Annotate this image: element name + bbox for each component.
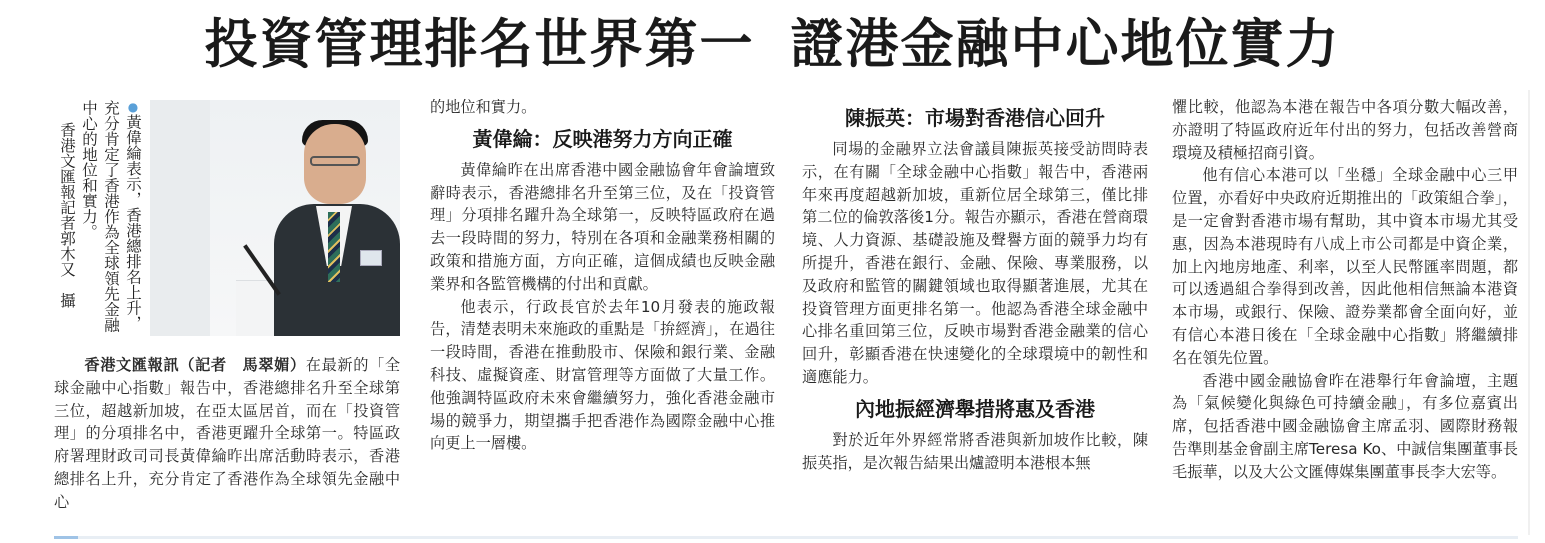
column-1 xyxy=(54,96,400,514)
col3-paragraph-2: 對於近年外界經常將香港與新加坡作比較，陳振英指，是次報告結果出爐證明本港根本無 xyxy=(802,430,1148,472)
col1-paragraph xyxy=(54,354,400,514)
bottom-rule xyxy=(54,536,1518,539)
col4-paragraph-2: 香港中國金融協會昨在港舉行年會論壇，主題為「氣候變化與綠色可持續金融」，有多位嘉賓出席，包括香港中國金融協會主席孟羽、國際財務報告準則基金會副主席Teresa Ko、中誠信集團董事長毛振華，以及大公文匯傳媒集團董事長李大宏等。 xyxy=(1172,371,1518,481)
col2-continuation: 的地位和實力。 xyxy=(430,98,537,116)
caption-credit: 香港文匯報記者郭木又 攝 xyxy=(58,122,76,308)
caption-text: 黃偉綸表示，香港總排名上升，充分肯定了香港作為全球領先金融中心的地位和實力。 xyxy=(80,100,142,333)
col4-paragraph-1: 他有信心本港可以「坐穩」全球金融中心三甲位置，亦看好中央政府近期推出的「政策組合拳」，是一定會對香港市場有幫助，其中資本市場尤其受惠，因為本港現時有八成上市公司都是中資企業，加上內地房地產、利率，以至人民幣匯率問題，都可以透過組合拳得到改善，因此他相信無論本港資本市場，或銀行、保險、證券業都會全面向好，並有信心本港日後在「全球金融中心指數」將繼續排名在領先位置。 xyxy=(1172,166,1518,367)
col2-paragraph-1: 黃偉綸昨在出席香港中國金融協會年會論壇致辭時表示，香港總排名升至第三位，及在「投資管理」分項排名躍升為全球第一，反映特區政府在過去一段時間的努力，特別在各項和金融業務相關的政策和措施方面，方向正確，這個成績也反映金融業界和各監管機構的付出和貢獻。 xyxy=(430,160,775,293)
headline-part1: 投資管理排名世界第一 xyxy=(204,14,755,75)
dateline: 香港文匯報訊（記者 馬翠媚） xyxy=(84,356,306,374)
speaker-photo xyxy=(150,100,400,336)
col1-text: 在最新的「全球金融中心指數」報告中，香港總排名升至全球第三位，超越新加坡，在亞太區居首，而在「投資管理」的分項排名中，香港更躍升全球第一。特區政府署理財政司司長黃偉綸昨出席活動時表示，香港總排名上升，充分肯定了香港作為全球領先金融中心 xyxy=(54,356,401,511)
headline xyxy=(0,4,1545,86)
col2-paragraph-2: 他表示，行政長官於去年10月發表的施政報告，清楚表明未來施政的重點是「拚經濟」，在過往一段時間，香港在推動股市、保險和銀行業、金融科技、虛擬資產、財富管理等方面做了大量工作。他強調特區政府未來會繼續努力，強化香港金融市場的競爭力，期望攜手把香港作為國際金融中心推向更上一層樓。 xyxy=(430,297,775,453)
column-2 xyxy=(430,96,775,455)
column-3 xyxy=(802,96,1148,474)
headline-part2: 證港金融中心地位實力 xyxy=(790,14,1341,75)
subheading-wong: 黃偉綸：反映港努力方向正確 xyxy=(472,126,733,151)
subheading-mainland: 內地振經濟舉措將惠及香港 xyxy=(855,396,1095,421)
photo-caption xyxy=(54,100,144,346)
right-divider xyxy=(1528,90,1530,535)
col3-paragraph-1: 同場的金融界立法會議員陳振英接受訪問時表示，在有關「全球金融中心指數」報告中，香港兩年來再度超越新加坡，重新位居全球第三，僅比排第二位的倫敦落後1分。報告亦顯示，香港在營商環境、人力資源、基礎設施及聲譽方面的競爭力均有所提升，香港在銀行、金融、保險、專業服務，以及政府和監管的關鍵領域也取得顯著進展，尤其在投資管理方面更排名第一。他認為香港全球金融中心排名重回第三位，反映市場對香港金融業的信心回升，彰顯香港在快速變化的全球環境中的韌性和適應能力。 xyxy=(802,140,1148,386)
photo-block xyxy=(54,96,400,346)
subheading-chan: 陳振英：市場對香港信心回升 xyxy=(845,106,1105,130)
caption-bullet-icon: ● xyxy=(126,100,140,114)
column-4 xyxy=(1172,96,1518,484)
col4-paragraph-0: 懼比較，他認為本港在報告中各項分數大幅改善，亦證明了特區政府近年付出的努力，包括改善營商環境及積極招商引資。 xyxy=(1172,98,1518,162)
